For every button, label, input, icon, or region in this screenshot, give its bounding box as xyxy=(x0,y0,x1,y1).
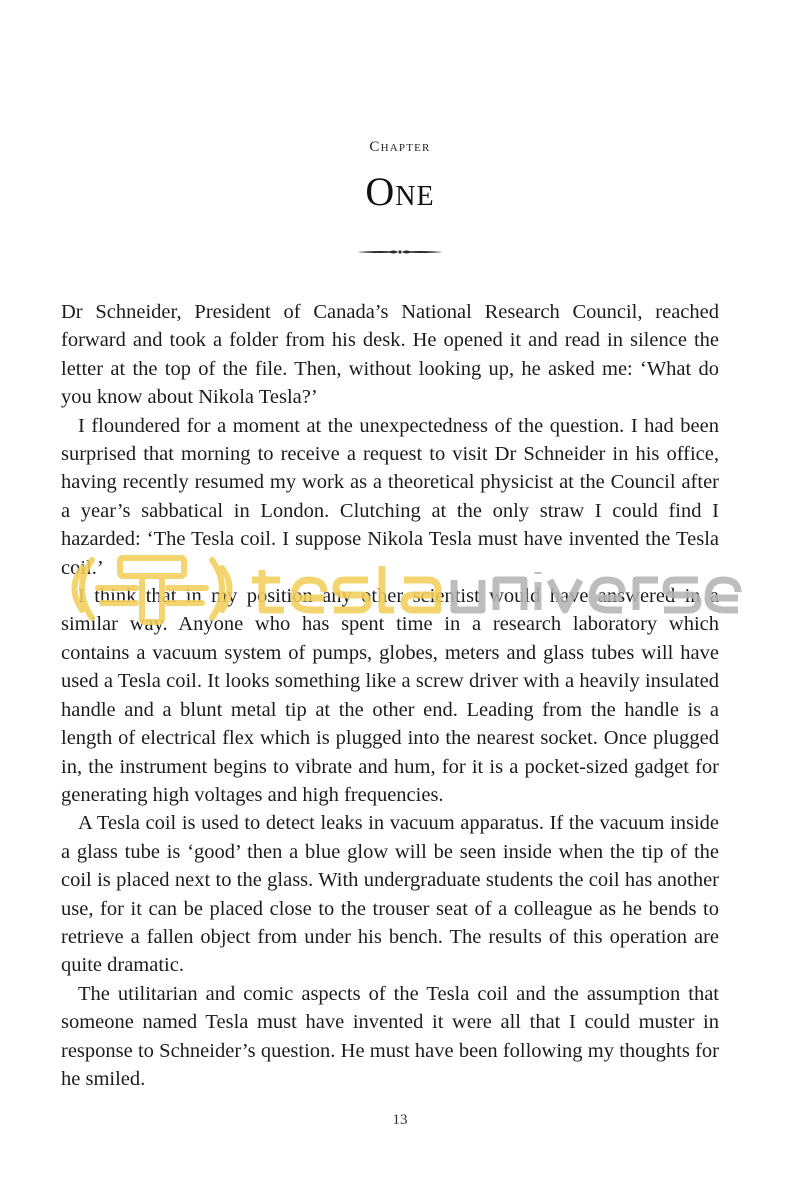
page-number: 13 xyxy=(392,1112,408,1128)
chapter-body xyxy=(61,298,719,1093)
flourish-divider-icon xyxy=(355,247,445,257)
paragraph: I think that in my position any other scientist would have answered in a similar way. Anyone who has spent time in a research laboratory which contains a vacuum system of pumps, globes, meters and glass tubes will have used a Tesla coil. It looks something like a screw driver with a heavily insulated handle and a blunt metal tip at the other end. Leading from the handle is a length of electrical flex which is plugged into the nearest socket. Once plugged in, the instrument begins to vibrate and hum, for it is a pocket-sized gadget for generating high voltages and high frequencies. xyxy=(61,585,719,806)
paragraph: The utilitarian and comic aspects of the Tesla coil and the assumption that someone named Tesla must have invented it were all that I could muster in response to Schneider’s question. He must have been following my thoughts for he smiled. xyxy=(61,982,719,1090)
chapter-label: Chapter xyxy=(369,139,431,155)
paragraph: A Tesla coil is used to detect leaks in vacuum apparatus. If the vacuum inside a glass tube is ‘good’ then a blue glow will be seen inside when the tip of the coil is placed next to the glass. With undergraduate students the coil has another use, for it can be placed close to the trouser seat of a colleague as he bends to retrieve a fallen object from under his bench. The results of this operation are quite dramatic. xyxy=(61,812,719,977)
paragraph: Dr Schneider, President of Canada’s National Research Council, reached forward and took a folder from his desk. He opened it and read in silence the letter at the top of the file. Then, without looking up, he asked me: ‘What do you know about Nikola Tesla?’ xyxy=(61,301,719,409)
paragraph: I floundered for a moment at the unexpectedness of the question. I had been surprised that morning to receive a request to visit Dr Schneider in his office, having recently resumed my work as a theoretical physicist at the Council after a year’s sabbatical in London. Clutching at the only straw I could find I hazarded: ‘The Tesla coil. I suppose Nikola Tesla must have invented the Tesla coil.’ xyxy=(61,414,719,579)
chapter-title: One xyxy=(365,169,435,214)
